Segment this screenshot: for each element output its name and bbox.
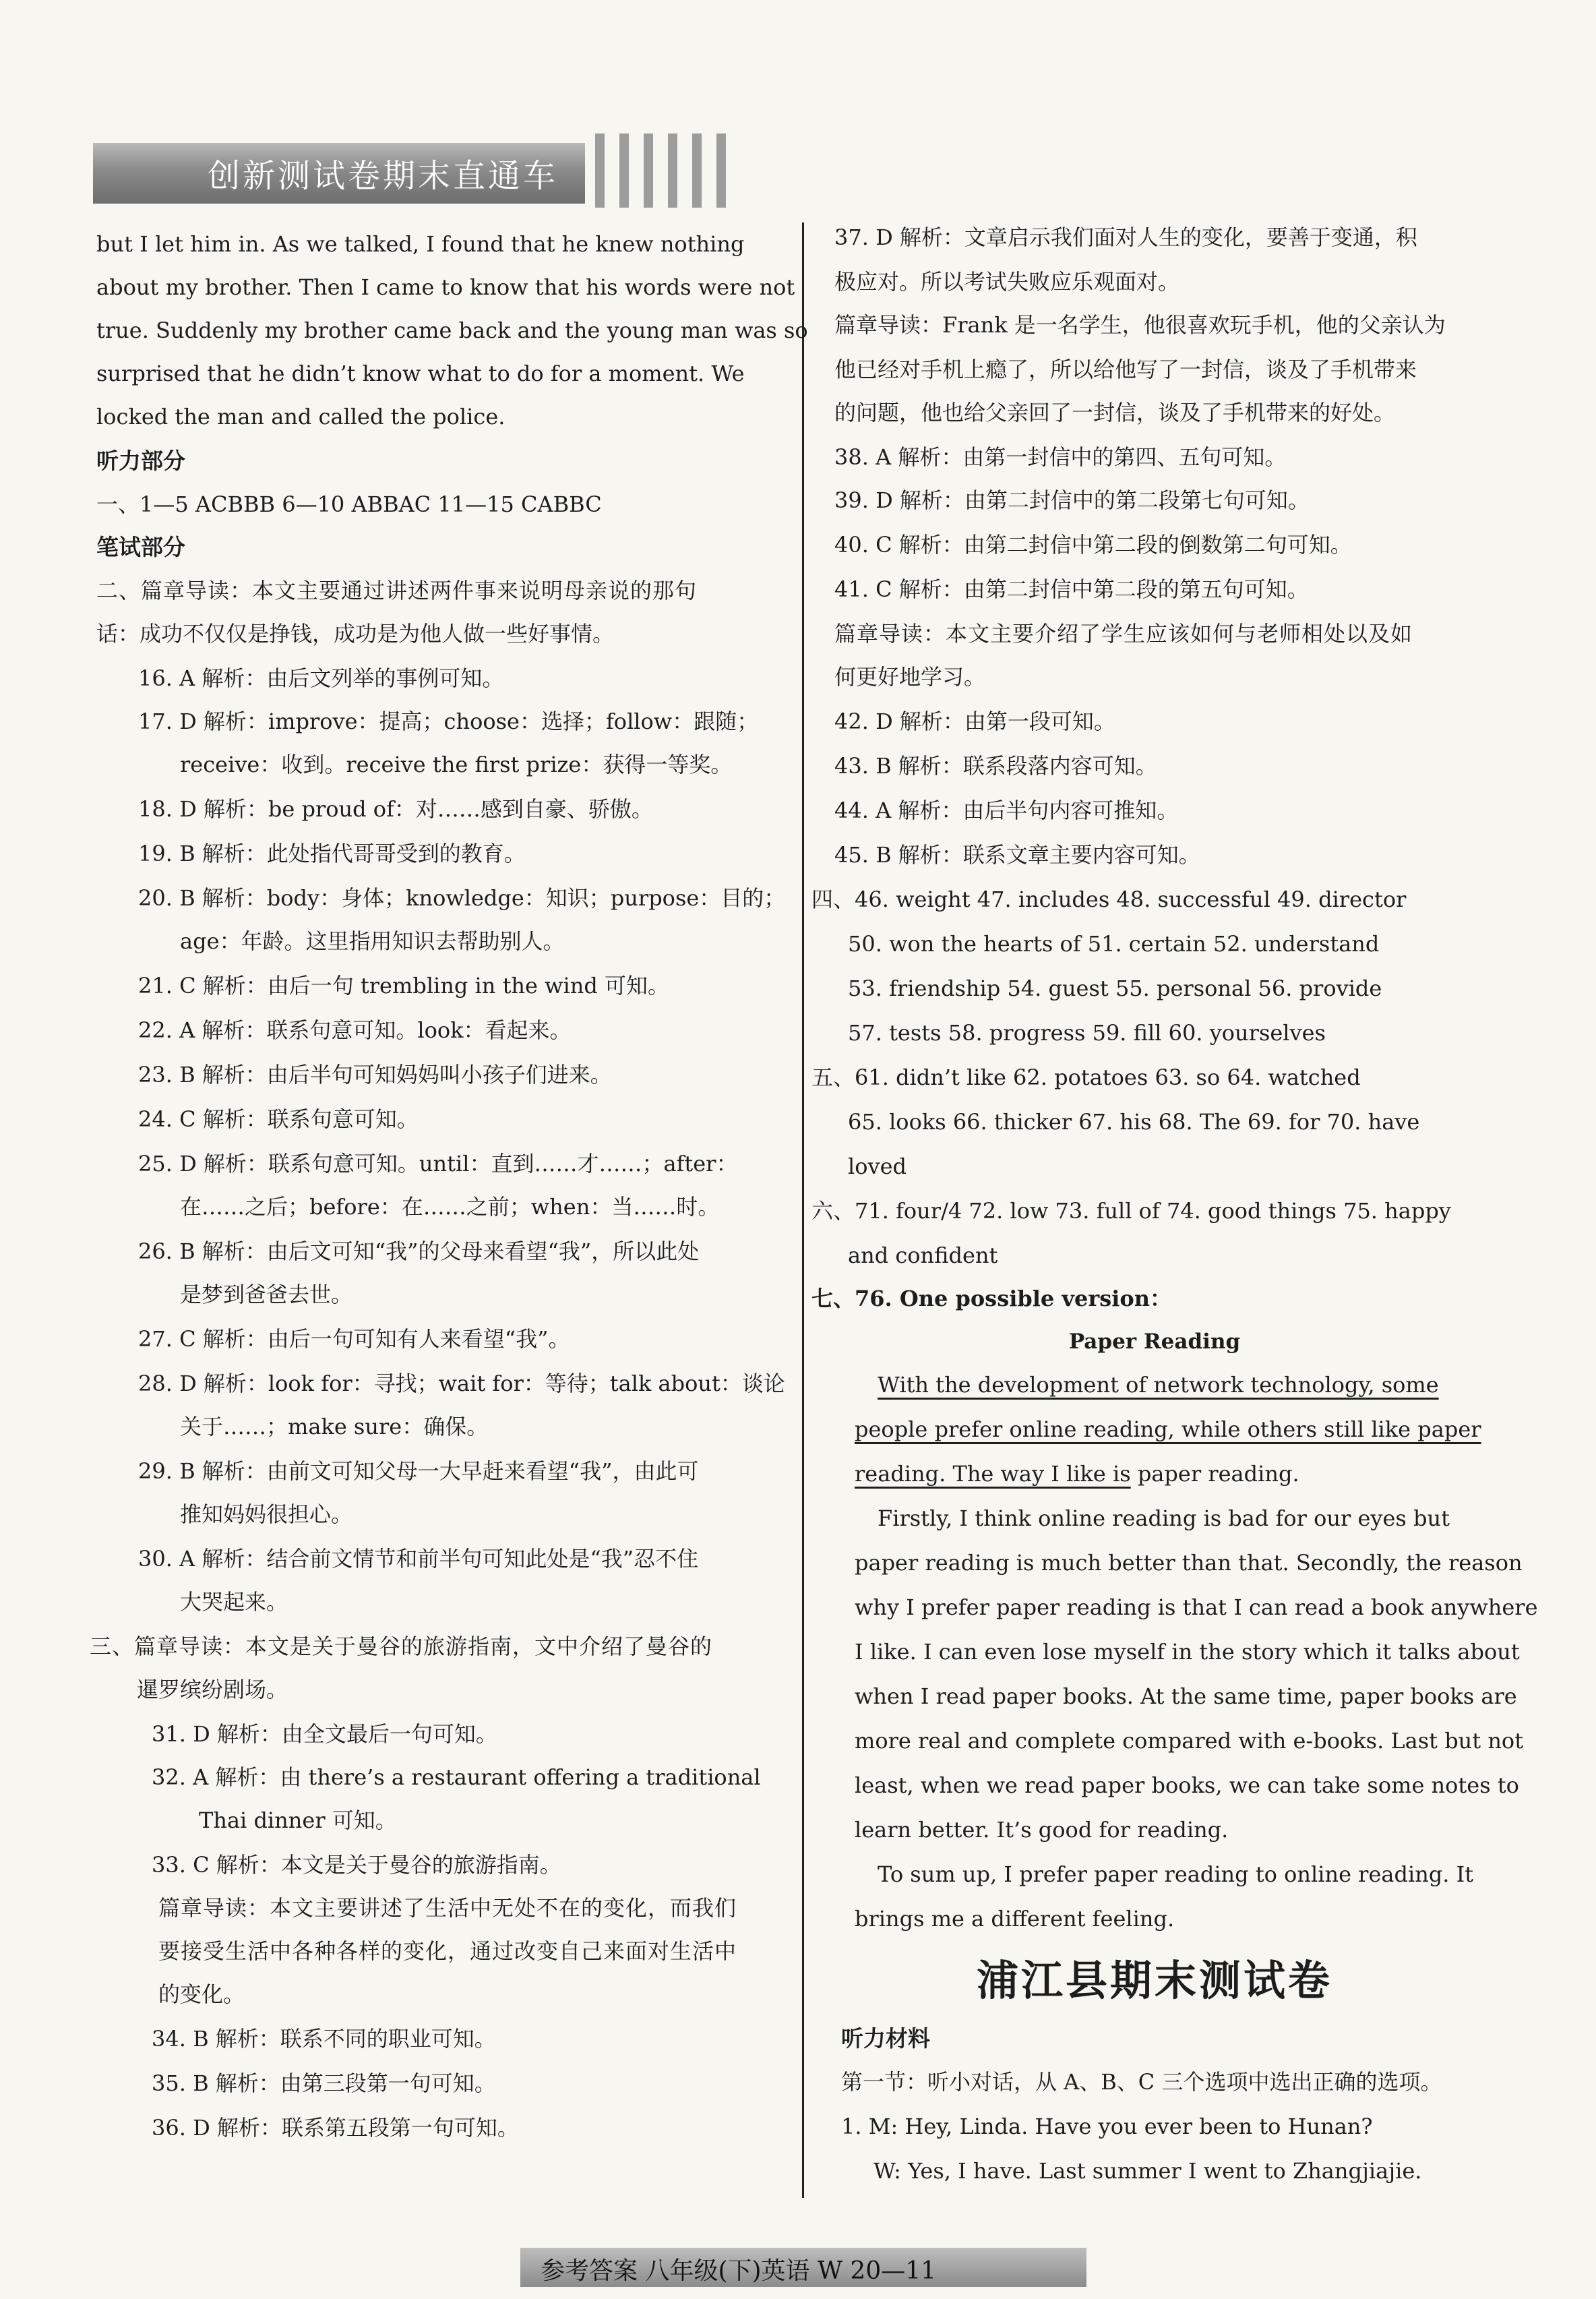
answer-item: 28. D 解析：look for：寻找；wait for：等待；talk about：谈论 — [138, 1371, 785, 1396]
answer-item: 45. B 解析：联系文章主要内容可知。 — [834, 842, 1200, 868]
answer-item: Thai dinner 可知。 — [199, 1808, 397, 1833]
essay-underlined: reading. The way I like is — [855, 1461, 1131, 1487]
answer-item: age：年龄。这里指用知识去帮助别人。 — [180, 928, 565, 954]
intro-line: 要接受生活中各种各样的变化，通过改变自己来面对生活中 — [158, 1938, 737, 1964]
answer-item: 44. A 解析：由后半句内容可推知。 — [834, 798, 1179, 823]
essay-line: learn better. It’s good for reading. — [855, 1817, 1229, 1843]
answer-line: 一、1—5 ACBBB 6—10 ABBAC 11—15 CABBC — [96, 491, 602, 517]
intro-line: 三、篇章导读：本文是关于曼谷的旅游指南，文中介绍了曼谷的 — [90, 1634, 713, 1659]
answer-item: 29. B 解析：由前文可知父母一大早赶来看望“我”，由此可 — [138, 1458, 699, 1484]
answer-line: 四、46. weight 47. includes 48. successful 49. director — [811, 887, 1407, 912]
answer-item: 21. C 解析：由后一句 trembling in the wind 可知。 — [138, 973, 670, 998]
dialog-line: 1. M: Hey, Linda. Have you ever been to Hunan? — [841, 2114, 1373, 2139]
text-line: locked the man and called the police. — [96, 404, 505, 429]
answer-item: 22. A 解析：联系句意可知。look：看起来。 — [138, 1017, 572, 1043]
essay-line: With the development of network technology, some — [878, 1372, 1439, 1398]
answer-line: 53. friendship 54. guest 55. personal 56. provide — [848, 976, 1382, 1001]
section-heading: 听力材料 — [841, 2025, 930, 2052]
answer-item: 24. C 解析：联系句意可知。 — [138, 1106, 419, 1132]
answer-item: 25. D 解析：联系句意可知。until：直到……才……；after： — [138, 1151, 738, 1176]
essay-plain: paper reading. — [1130, 1461, 1299, 1487]
answer-item: 43. B 解析：联系段落内容可知。 — [834, 753, 1157, 779]
answer-line: 65. looks 66. thicker 67. his 68. The 69. for 70. have — [848, 1109, 1420, 1135]
essay-line: To sum up, I prefer paper reading to online reading. It — [878, 1861, 1474, 1887]
answer-item: 在……之后；before：在……之前；when：当……时。 — [180, 1194, 720, 1220]
answer-item: 33. C 解析：本文是关于曼谷的旅游指南。 — [152, 1852, 561, 1878]
answer-item: 34. B 解析：联系不同的职业可知。 — [152, 2026, 496, 2052]
answer-line: 五、61. didn’t like 62. potatoes 63. so 64. watched — [811, 1065, 1361, 1090]
answer-item: 32. A 解析：由 there’s a restaurant offering a traditional — [152, 1764, 761, 1790]
essay-line: people prefer online reading, while others still like paper — [855, 1416, 1481, 1442]
answer-item: 41. C 解析：由第二封信中第二段的第五句可知。 — [834, 576, 1309, 602]
intro-line: 篇章导读：本文主要讲述了生活中无处不在的变化，而我们 — [158, 1895, 737, 1921]
dialog-line: W: Yes, I have. Last summer I went to Zhangjiajie. — [873, 2158, 1422, 2184]
answer-item: 40. C 解析：由第二封信中第二段的倒数第二句可知。 — [834, 532, 1352, 558]
text-line: surprised that he didn’t know what to do for a moment. We — [96, 361, 745, 386]
answer-item: 16. A 解析：由后文列举的事例可知。 — [138, 665, 504, 691]
intro-line: 篇章导读：Frank 是一名学生，他很喜欢玩手机，他的父亲认为 — [834, 312, 1446, 338]
instruction-line: 第一节：听小对话，从 A、B、C 三个选项中选出正确的选项。 — [841, 2069, 1442, 2095]
footer-text: 参考答案 八年级(下)英语 W 20—11 — [541, 2257, 937, 2285]
essay-title: Paper Reading — [1068, 1330, 1241, 1354]
answer-item: 38. A 解析：由第一封信中的第四、五句可知。 — [834, 444, 1287, 470]
text-line: true. Suddenly my brother came back and the young man was so — [96, 318, 808, 343]
intro-line: 暹罗缤纷剧场。 — [137, 1677, 288, 1702]
answer-item: 35. B 解析：由第三段第一句可知。 — [152, 2070, 496, 2096]
answer-item: 30. A 解析：结合前文情节和前半句可知此处是“我”忍不住 — [138, 1546, 699, 1572]
answer-item: 大哭起来。 — [180, 1589, 288, 1615]
answer-line: and confident — [848, 1243, 998, 1268]
answer-line: 57. tests 58. progress 59. fill 60. yourselves — [848, 1020, 1326, 1046]
intro-line: 篇章导读：本文主要介绍了学生应该如何与老师相处以及如 — [834, 621, 1413, 647]
intro-line: 何更好地学习。 — [834, 664, 986, 690]
page-footer — [520, 2248, 1086, 2287]
header-title: 创新测试卷期末直通车 — [208, 157, 559, 195]
answer-line: 六、71. four/4 72. low 73. full of 74. good things 75. happy — [811, 1198, 1451, 1224]
answer-item: 关于……；make sure：确保。 — [180, 1414, 489, 1439]
intro-line: 的问题，他也给父亲回了一封信，谈及了手机带来的好处。 — [834, 400, 1396, 425]
answer-item: 31. D 解析：由全文最后一句可知。 — [152, 1721, 497, 1747]
essay-line: I like. I can even lose myself in the story which it talks about — [855, 1639, 1520, 1665]
answer-item: 23. B 解析：由后半句可知妈妈叫小孩子们进来。 — [138, 1062, 612, 1087]
answer-item: 是梦到爸爸去世。 — [180, 1282, 353, 1307]
answer-item: 39. D 解析：由第二封信中的第二段第七句可知。 — [834, 487, 1310, 513]
answer-item: 17. D 解析：improve：提高；choose：选择；follow：跟随； — [138, 709, 759, 734]
essay-line: paper reading is much better than that. Secondly, the reason — [855, 1550, 1523, 1576]
answer-item: 18. D 解析：be proud of：对……感到自豪、骄傲。 — [138, 796, 653, 822]
intro-line: 二、篇章导读：本文主要通过讲述两件事来说明母亲说的那句 — [96, 578, 698, 603]
text-line: but I let him in. As we talked, I found that he knew nothing — [96, 231, 745, 257]
column-divider — [802, 222, 804, 2198]
exam-title: 浦江县期末测试卷 — [976, 1956, 1332, 2005]
section-heading: 七、76. One possible version： — [811, 1286, 1171, 1311]
essay-line: why I prefer paper reading is that I can read a book anywhere — [855, 1594, 1538, 1620]
page-header — [93, 133, 801, 208]
essay-line: brings me a different feeling. — [855, 1906, 1175, 1932]
intro-line: 他已经对手机上瘾了，所以给他写了一封信，谈及了手机带来 — [834, 357, 1417, 382]
answer-item: 极应对。所以考试失败应乐观面对。 — [834, 269, 1180, 295]
header-stripes — [595, 133, 726, 208]
answer-line: 50. won the hearts of 51. certain 52. understand — [848, 931, 1380, 957]
answer-item: 26. B 解析：由后文可知“我”的父母来看望“我”，所以此处 — [138, 1238, 700, 1264]
essay-line — [855, 1460, 1299, 1487]
essay-line: when I read paper books. At the same time, paper books are — [855, 1683, 1517, 1709]
section-heading: 笔试部分 — [96, 534, 185, 560]
intro-line: 的变化。 — [158, 1981, 245, 2007]
answer-item: receive：收到。receive the first prize：获得一等奖。 — [180, 752, 733, 777]
section-heading: 听力部分 — [96, 448, 185, 474]
essay-line: least, when we read paper books, we can take some notes to — [855, 1772, 1519, 1798]
answer-item: 20. B 解析：body：身体；knowledge：知识；purpose：目的； — [138, 885, 786, 911]
answer-item: 36. D 解析：联系第五段第一句可知。 — [152, 2115, 519, 2141]
answer-item: 42. D 解析：由第一段可知。 — [834, 709, 1115, 734]
intro-line: 话：成功不仅仅是挣钱，成功是为他人做一些好事情。 — [96, 621, 615, 647]
answer-item: 27. C 解析：由后一句可知有人来看望“我”。 — [138, 1326, 570, 1352]
answer-item: 推知妈妈很担心。 — [180, 1501, 353, 1527]
answer-item: 19. B 解析：此处指代哥哥受到的教育。 — [138, 841, 526, 866]
essay-line: more real and complete compared with e-books. Last but not — [855, 1728, 1524, 1754]
essay-line: Firstly, I think online reading is bad for our eyes but — [878, 1505, 1450, 1531]
answer-line: loved — [848, 1154, 907, 1179]
text-line: about my brother. Then I came to know that his words were not — [96, 274, 795, 300]
answer-item: 37. D 解析：文章启示我们面对人生的变化，要善于变通，积 — [834, 225, 1417, 250]
